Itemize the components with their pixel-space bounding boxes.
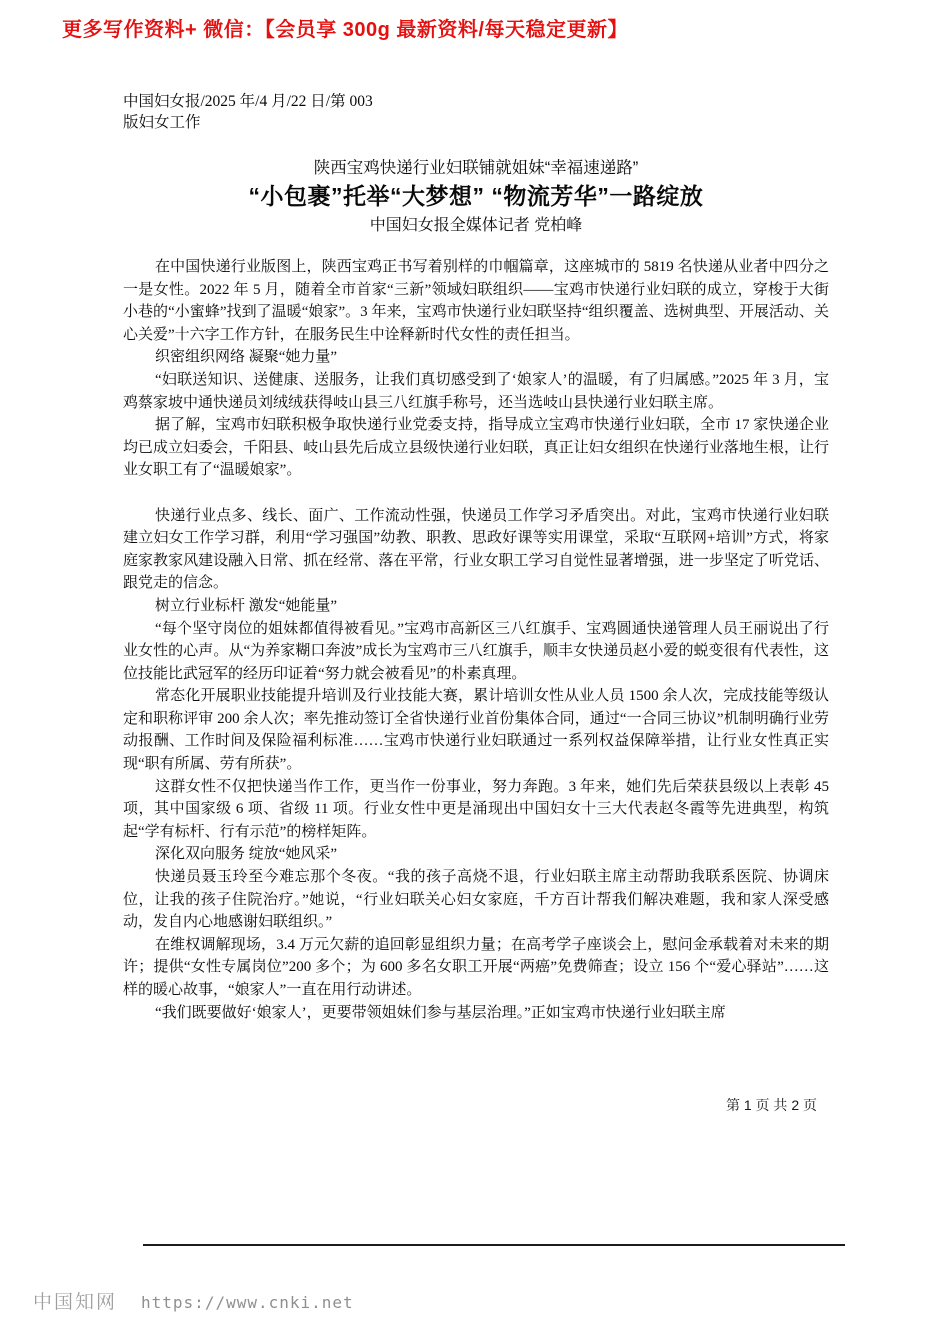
body-paragraph: 快递行业点多、线长、面广、工作流动性强，快递员工作学习矛盾突出。对此，宝鸡市快递行业妇联建立妇女工作学习群，利用“学习强国”幼教、职教、思政好课等实用课堂，采取“互联网+培训”方式，将家庭家教家风建设融入日常、抓在经常、落在平常，行业女职工学习自觉性显著增强，进一步坚定了听党话、跟党走的信念。: [123, 507, 829, 592]
body-paragraph: 这群女性不仅把快递当作工作，更当作一份事业，努力奔跑。3 年来，她们先后荣获县级以上表彰 45 项，其中国家级 6 项、省级 11 项。行业女性中更是涌现出中国妇女十三大代表赵冬霞等先进典型，构筑起“学有标杆、行有示范”的榜样矩阵。: [123, 778, 829, 840]
article-body: [123, 256, 829, 1024]
headline-block: [123, 157, 829, 237]
section-heading: 树立行业标杆 激发“她能量”: [155, 597, 338, 614]
cnki-url: https://www.cnki.net: [141, 1293, 354, 1312]
body-paragraph: “妇联送知识、送健康、送服务，让我们真切感受到了‘娘家人’的温暖，有了归属感。”2025 年 3 月，宝鸡蔡家坡中通快递员刘绒绒获得岐山县三八红旗手称号，还当选岐山县快递行业妇联主席。: [123, 371, 829, 411]
cnki-watermark: [33, 1287, 354, 1314]
promo-banner-text: 更多写作资料+ 微信：【会员享 300g 最新资料/每天稳定更新】: [62, 19, 628, 41]
body-paragraph: “每个坚守岗位的姐妹都值得被看见。”宝鸡市高新区三八红旗手、宝鸡圆通快递管理人员王丽说出了行业女性的心声。从“为养家糊口奔波”成长为宝鸡市三八红旗手，顺丰女快递员赵小爱的蜕变很有代表性，这位技能比武冠军的经历印证着“努力就会被看见”的朴素真理。: [123, 620, 829, 682]
cnki-logo-text: 中国知网: [33, 1292, 118, 1313]
body-paragraph: 据了解，宝鸡市妇联积极争取快递行业党委支持，指导成立宝鸡市快递行业妇联，全市 17 家快递企业均已成立妇委会，千阳县、岐山县先后成立县级快递行业妇联，真正让妇女组织在快递行业落地生根，让行业女职工有了“温暖娘家”。: [123, 417, 829, 479]
article-title: “小包裹”托举“大梦想” “物流芳华”一路绽放: [248, 183, 704, 209]
body-paragraph: 在中国快递行业版图上，陕西宝鸡正书写着别样的巾帼篇章，这座城市的 5819 名快递从业者中四分之一是女性。2022 年 5 月，随着全市首家“三新”领域妇联组织——宝鸡市快递行业妇联的成立，穿梭于大街小巷的“小蜜蜂”找到了温暖“娘家”。3 年来，宝鸡市快递行业妇联坚持“组织覆盖、选树典型、开展活动、关心关爱”十六字工作方针，在服务民生中诠释新时代女性的责任担当。: [123, 259, 829, 343]
article-subtitle: 陕西宝鸡快递行业妇联铺就姐妹“幸福速递路”: [313, 159, 639, 177]
section-heading: 织密组织网络 凝聚“她力量”: [155, 349, 338, 366]
footer-divider: [143, 1244, 845, 1246]
publication-source: [123, 91, 829, 133]
body-paragraph: 快递员聂玉玲至今难忘那个冬夜。“我的孩子高烧不退，行业妇联主席主动帮助我联系医院、协调床位，让我的孩子住院治疗。”她说，“行业妇联关心妇女家庭，千方百计帮我们解决难题，我和家人深受感动，发自内心地感谢妇联组织。”: [123, 869, 829, 931]
source-line-1: 中国妇女报/2025 年/4 月/22 日/第 003: [123, 93, 373, 110]
section-heading: 深化双向服务 绽放“她风采”: [155, 846, 338, 863]
article-byline: 中国妇女报全媒体记者 党柏峰: [369, 217, 583, 234]
paragraph-spacer: [123, 482, 829, 505]
body-paragraph: “我们既要做好‘娘家人’，更要带领姐妹们参与基层治理。”正如宝鸡市快递行业妇联主席: [155, 1004, 726, 1021]
page-indicator: 第 1 页 共 2 页: [725, 1097, 817, 1113]
body-paragraph: 常态化开展职业技能提升培训及行业技能大赛，累计培训女性从业人员 1500 余人次，完成技能等级认定和职称评审 200 余人次；率先推动签订全省快递行业首份集体合同，通过“一合同三协议”机制明确行业劳动报酬、工作时间及保险福利标准……宝鸡市快递行业妇联通过一系列权益保障举措，让行业女性真正实现“职有所属、劳有所获”。: [123, 688, 829, 773]
source-line-2: 版妇女工作: [123, 114, 201, 131]
body-paragraph: 在维权调解现场，3.4 万元欠薪的追回彰显组织力量；在高考学子座谈会上，慰问金承载着对未来的期许；提供“女性专属岗位”200 多个；为 600 多名女职工开展“两癌”免费筛查；设立 156 个“爱心驿站”……这样的暖心故事，“娘家人”一直在用行动讲述。: [123, 936, 829, 998]
